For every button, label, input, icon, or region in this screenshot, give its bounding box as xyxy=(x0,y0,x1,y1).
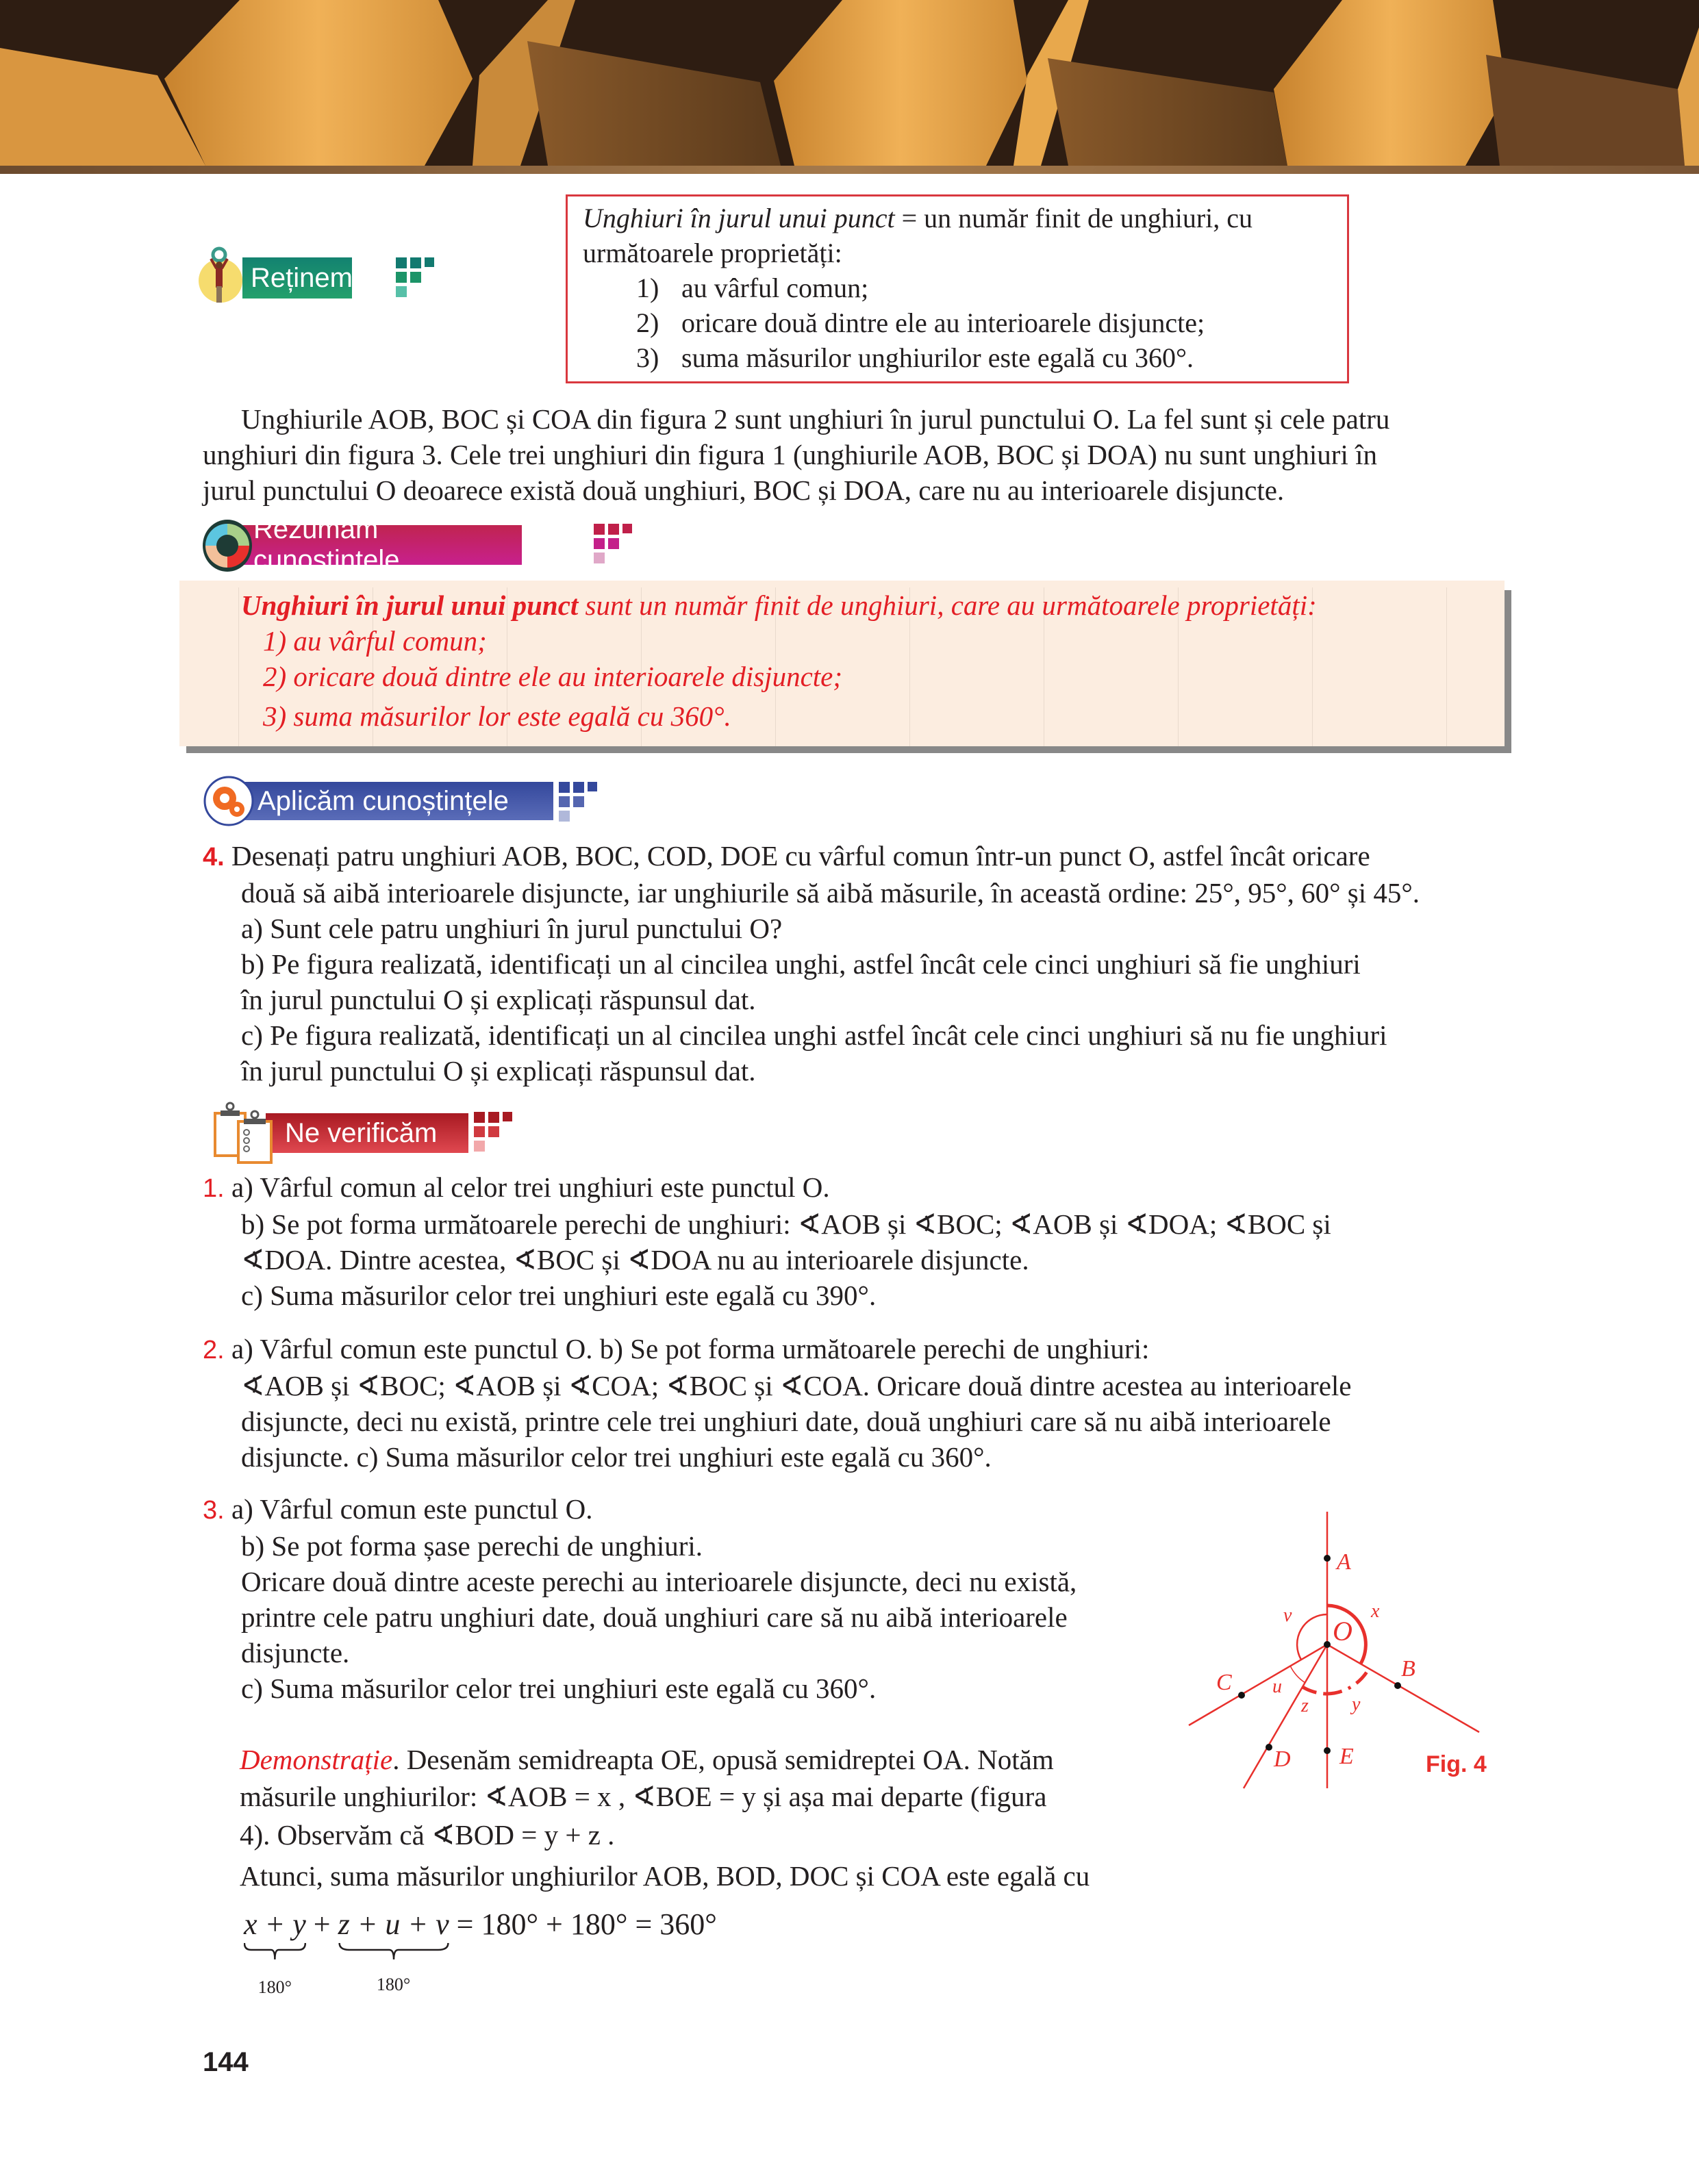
summary-item: 2) oricare două dintre ele au interioarele disjuncte; xyxy=(263,661,843,692)
equation-group-1: x + y 180° xyxy=(244,1907,306,1942)
definition-box xyxy=(566,194,1349,383)
label-D: D xyxy=(1274,1747,1291,1772)
label-C: C xyxy=(1216,1670,1232,1695)
underbrace-icon xyxy=(244,1942,306,1962)
point-E xyxy=(1324,1747,1331,1754)
figure-4-caption: Fig. 4 xyxy=(1426,1751,1487,1777)
label-A: A xyxy=(1337,1549,1351,1575)
badge-retinem xyxy=(193,246,440,303)
answer-number: 1. xyxy=(203,1174,225,1203)
label-x: x xyxy=(1371,1601,1380,1622)
angle-z-arc xyxy=(1302,1687,1327,1694)
angle-u-arc xyxy=(1290,1666,1305,1683)
figure-4-diagram xyxy=(1178,1493,1534,1807)
gears-icon xyxy=(203,775,255,827)
exercise-4: 4. Desenați patru unghiuri AOB, BOC, COD, DOE cu vârful comun într-un punct O, astfel încât oricare două să aibă interioarele disjuncte, iar unghiurile să aibă măsurile, în această ordine: 25°, 95°, 60° și 45°. a) Sunt cele patru unghiuri în jurul punctului O? b) Pe figura realizată, identificați un al cincilea unghi, astfel încât cele cinci unghiuri să fie unghiuri în jurul punctului O și explicați răspunsul dat. c) Pe figura realizată, identificați un al cincilea unghi astfel încât cele cinci unghiuri să nu fie unghiuri în jurul punctului O și explicați răspunsul dat. xyxy=(203,840,1420,1087)
label-v: v xyxy=(1283,1605,1292,1626)
answer-1: 1. a) Vârful comun al celor trei unghiuri este punctul O. b) Se pot forma următoarele perechi de unghiuri: ∢AOB și ∢BOC; ∢AOB și ∢DOA; ∢BOC și ∢DOA. Dintre acestea, ∢BOC și ∢DOA nu au interioarele disjuncte. c) Suma măsurilor celor trei unghiuri este egală cu 390°. xyxy=(203,1171,1331,1311)
summary-line-1: Unghiuri în jurul unui punct sunt un număr finit de unghiuri, care au următoarele proprietăți: xyxy=(241,589,1317,621)
summary-term: Unghiuri în jurul unui punct xyxy=(241,589,579,621)
exercise-number: 4. xyxy=(203,843,225,872)
answer-2: 2. a) Vârful comun este punctul O. b) Se pot forma următoarele perechi de unghiuri: ∢AOB și ∢BOC; ∢AOB și ∢COA; ∢BOC și ∢COA. Oricare două dintre acestea au interioarele disjuncte, deci nu există, printre cele trei unghiuri date, două unghiuri care să nu aibă interioarele disjuncte. c) Suma măsurilor celor trei unghiuri este egală cu 360°. xyxy=(203,1333,1352,1473)
demonstration: Demonstrație. Desenăm semidreapta OE, opusă semidreptei OA. Notăm măsurile unghiurilor: ∢AOB = x , ∢BOE = y și așa mai departe (figura 4). Observăm că ∢BOD = y + z . Atunci, suma măsurilor unghiurilor AOB, BOD, DOC și COA este egală cu xyxy=(240,1744,1090,1892)
answer-3: 3. a) Vârful comun este punctul O. b) Se pot forma șase perechi de unghiuri. Oricare două dintre aceste perechi au interioarele disjuncte, deci nu există, printre cele patru unghiuri date, două unghiuri care să nu aibă interioarele disjuncte. c) Suma măsurilor celor trei unghiuri este egală cu 360°. xyxy=(203,1493,1077,1704)
angle-y-arc xyxy=(1327,1672,1367,1694)
badge-retinem-label: Reținem xyxy=(242,257,352,299)
cycle-arrows-icon xyxy=(200,518,255,573)
definition-line-2: următoarele proprietăți: xyxy=(583,238,842,268)
answer-number: 2. xyxy=(203,1336,225,1364)
brace-label: 180° xyxy=(376,1975,411,1994)
summary-box-shadow xyxy=(1505,590,1511,753)
badge-rezumam-label: Rezumăm cunoștințele xyxy=(234,525,522,565)
label-O: O xyxy=(1333,1616,1352,1647)
header-divider-strip xyxy=(0,166,1699,174)
intro-paragraph: Unghiurile AOB, BOC și COA din figura 2 sunt unghiuri în jurul punctului O. La fel sunt și cele patru unghiuri din figura 3. Cele trei unghiuri din figura 1 (unghiurile AOB, BOC și DOA) nu sunt unghiuri în jurul punctului O deoarece există două unghiuri, BOC și DOA, care nu au interioarele disjuncte. xyxy=(203,403,1390,506)
summary-item: 3) suma măsurilor lor este egală cu 360°. xyxy=(263,700,731,732)
point-D xyxy=(1266,1744,1272,1751)
point-C xyxy=(1238,1692,1245,1699)
point-B xyxy=(1394,1682,1401,1689)
clipboard-check-icon xyxy=(211,1101,286,1164)
label-y: y xyxy=(1352,1694,1361,1715)
summary-box-shadow xyxy=(186,746,1511,753)
person-gear-icon xyxy=(193,246,248,303)
page-number: 144 xyxy=(203,2047,249,2077)
definition-item: 3) suma măsurilor unghiurilor este egală cu 360°. xyxy=(636,342,1194,373)
label-E: E xyxy=(1339,1744,1354,1769)
label-z: z xyxy=(1301,1695,1309,1716)
brace-label: 180° xyxy=(257,1977,292,1997)
badge-aplicam-label: Aplicăm cunoștințele xyxy=(233,782,553,820)
underbrace-icon xyxy=(338,1942,449,1962)
definition-term: Unghiuri în jurul unui punct xyxy=(583,203,895,233)
demonstration-equation: x + y 180° + z + u + v 180° = 180° + 180° = 360° xyxy=(244,1907,717,1942)
summary-text xyxy=(241,587,1317,734)
demonstration-label: Demonstrație xyxy=(240,1744,393,1775)
definition-line-1: Unghiuri în jurul unui punct = un număr finit de unghiuri, cu xyxy=(583,203,1253,233)
badge-aplicam xyxy=(203,774,614,828)
definition-item: 1) au vârful comun; xyxy=(636,272,869,303)
answer-number: 3. xyxy=(203,1496,225,1525)
point-A xyxy=(1324,1555,1331,1562)
summary-item: 1) au vârful comun; xyxy=(263,625,487,657)
badge-verificam-label: Ne verificăm xyxy=(266,1113,468,1153)
badge-rezumam xyxy=(200,514,638,575)
badge-verificam xyxy=(211,1101,533,1164)
equation-group-2: z + u + v 180° xyxy=(338,1907,449,1942)
definition-item: 2) oricare două dintre ele au interioarele disjuncte; xyxy=(636,307,1205,338)
label-u: u xyxy=(1272,1676,1282,1697)
point-O xyxy=(1324,1641,1331,1648)
label-B: B xyxy=(1401,1656,1415,1681)
header-banner-image xyxy=(0,0,1699,166)
